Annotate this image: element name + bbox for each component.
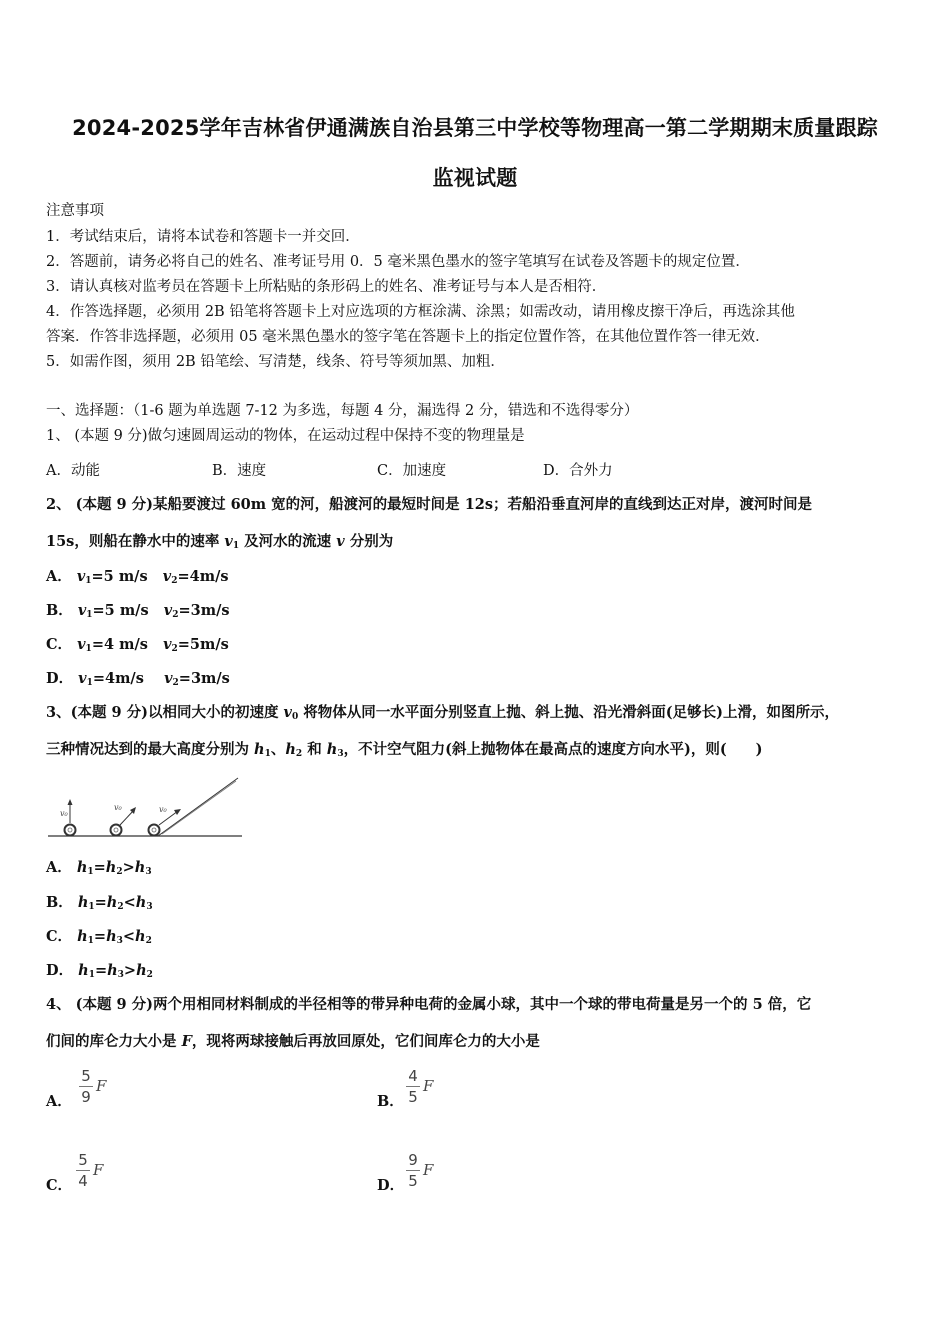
section-heading: 一、选择题：（1-6 题为单选题 7-12 为多选，每题 4 分，漏选得 2 分，错选和不选得零分） [46, 403, 639, 419]
q4-option-a-var: F [96, 1077, 107, 1095]
q4-option-c-label: C． [46, 1177, 73, 1194]
label-v0-1: v₀ [60, 809, 68, 818]
incline-surface [158, 778, 238, 836]
question-4-stem-line1: 4、 (本题 9 分)两个用相同材料制成的半径相等的带异种电荷的金属小球，其中一个球的带电荷量是另一个的 5 倍，它 [46, 996, 812, 1013]
projectile-figure [46, 774, 246, 844]
notice-item-3: 3．请认真核对监考员在答题卡上所粘贴的条形码上的姓名、准考证号与本人是否相符． [46, 279, 607, 295]
q1-option-d: D．合外力 [543, 463, 613, 479]
q4-option-c-fraction: 5 4 [75, 1151, 91, 1190]
question-2-stem-line2: 15s，则船在静水中的速率 $v_1$ 及河水的流速 v 分别为 [46, 533, 394, 551]
q4-option-b-var: F [423, 1077, 434, 1095]
arrow-oblique [120, 810, 134, 825]
page-title-line2: 监视试题 [432, 166, 518, 190]
notice-item-2: 2．答题前，请务必将自己的姓名、准考证号用 0．5 毫米黑色墨水的签字笔填写在试卷及答题卡的规定位置． [46, 254, 750, 270]
q3-option-c: C． $h_1=h_3<h_2$ [46, 928, 152, 946]
question-3-stem-line1: 3、(本题 9 分)以相同大小的初速度 $v_0$ 将物体从同一水平面分别竖直上抛、斜上抛、沿光滑斜面(足够长)上滑，如图所示， [46, 704, 840, 722]
notice-item-5: 5．如需作图，须用 2B 铅笔绘、写清楚，线条、符号等须加黑、加粗． [46, 354, 505, 370]
q3-option-a: A． $h_1=h_2>h_3$ [46, 859, 152, 877]
ball-3 [149, 825, 160, 836]
label-v0-2: v₀ [114, 803, 122, 812]
page-title-line1: 2024-2025学年吉林省伊通满族自治县第三中学校等物理高一第二学期期末质量跟踪 [72, 116, 878, 140]
q4-option-b-label: B． [377, 1093, 404, 1110]
q4-option-d-label: D． [377, 1177, 405, 1194]
ball-2 [111, 825, 122, 836]
q1-option-a: A．动能 [46, 463, 100, 479]
label-v0-3: v₀ [159, 805, 167, 814]
q4-option-a-fraction: 5 9 [78, 1067, 94, 1106]
q2-option-b: B． $v_1=5$ m/s $v_2=3m/s$ [46, 602, 230, 620]
q4-option-d-fraction: 9 5 [405, 1151, 421, 1190]
q4-option-a-label: A． [46, 1093, 72, 1110]
question-2-stem-line1: 2、 (本题 9 分)某船要渡过 60m 宽的河，船渡河的最短时间是 12s；若船沿垂直河岸的直线到达正对岸，渡河时间是 [46, 496, 813, 513]
notice-item-4-cont: 答案．作答非选择题，必须用 05 毫米黑色墨水的签字笔在答题卡上的指定位置作答，在其他位置作答一律无效． [46, 329, 770, 345]
q1-option-c: C．加速度 [377, 463, 447, 479]
question-1-stem: 1、 (本题 9 分)做匀速圆周运动的物体，在运动过程中保持不变的物理量是 [46, 428, 525, 444]
q1-option-b: B．速度 [212, 463, 267, 479]
notice-item-1: 1．考试结束后，请将本试卷和答题卡一并交回． [46, 229, 360, 245]
q2-option-d: D． $v_1=4m/s$ $v_2=3m/s$ [46, 670, 230, 688]
q2-option-a: A． $v_1=5$ m/s $v_2=4m/s$ [46, 568, 229, 586]
q3-option-d: D． $h_1=h_3>h_2$ [46, 962, 153, 980]
question-4-stem-line2: 们间的库仑力大小是 F，现将两球接触后再放回原处，它们间库仑力的大小是 [46, 1033, 540, 1050]
q2-option-c: C． $v_1=4$ m/s $v_2=5m/s$ [46, 636, 229, 654]
ball-1 [65, 825, 76, 836]
notice-item-4: 4．作答选择题，必须用 2B 铅笔将答题卡上对应选项的方框涂满、涂黑；如需改动，请用橡皮擦干净后，再选涂其他 [46, 304, 795, 320]
question-3-stem-line2: 三种情况达到的最大高度分别为 $h_1$、$h_2$ 和 $h_3$，不计空气阻力(斜上抛物体在最高点的速度方向水平)，则( ) [46, 741, 763, 759]
q3-option-b: B． $h_1=h_2<h_3$ [46, 894, 153, 912]
q4-option-b-fraction: 4 5 [405, 1067, 421, 1106]
q4-option-c-var: F [93, 1161, 104, 1179]
q4-option-d-var: F [423, 1161, 434, 1179]
notice-heading: 注意事项 [46, 203, 104, 219]
